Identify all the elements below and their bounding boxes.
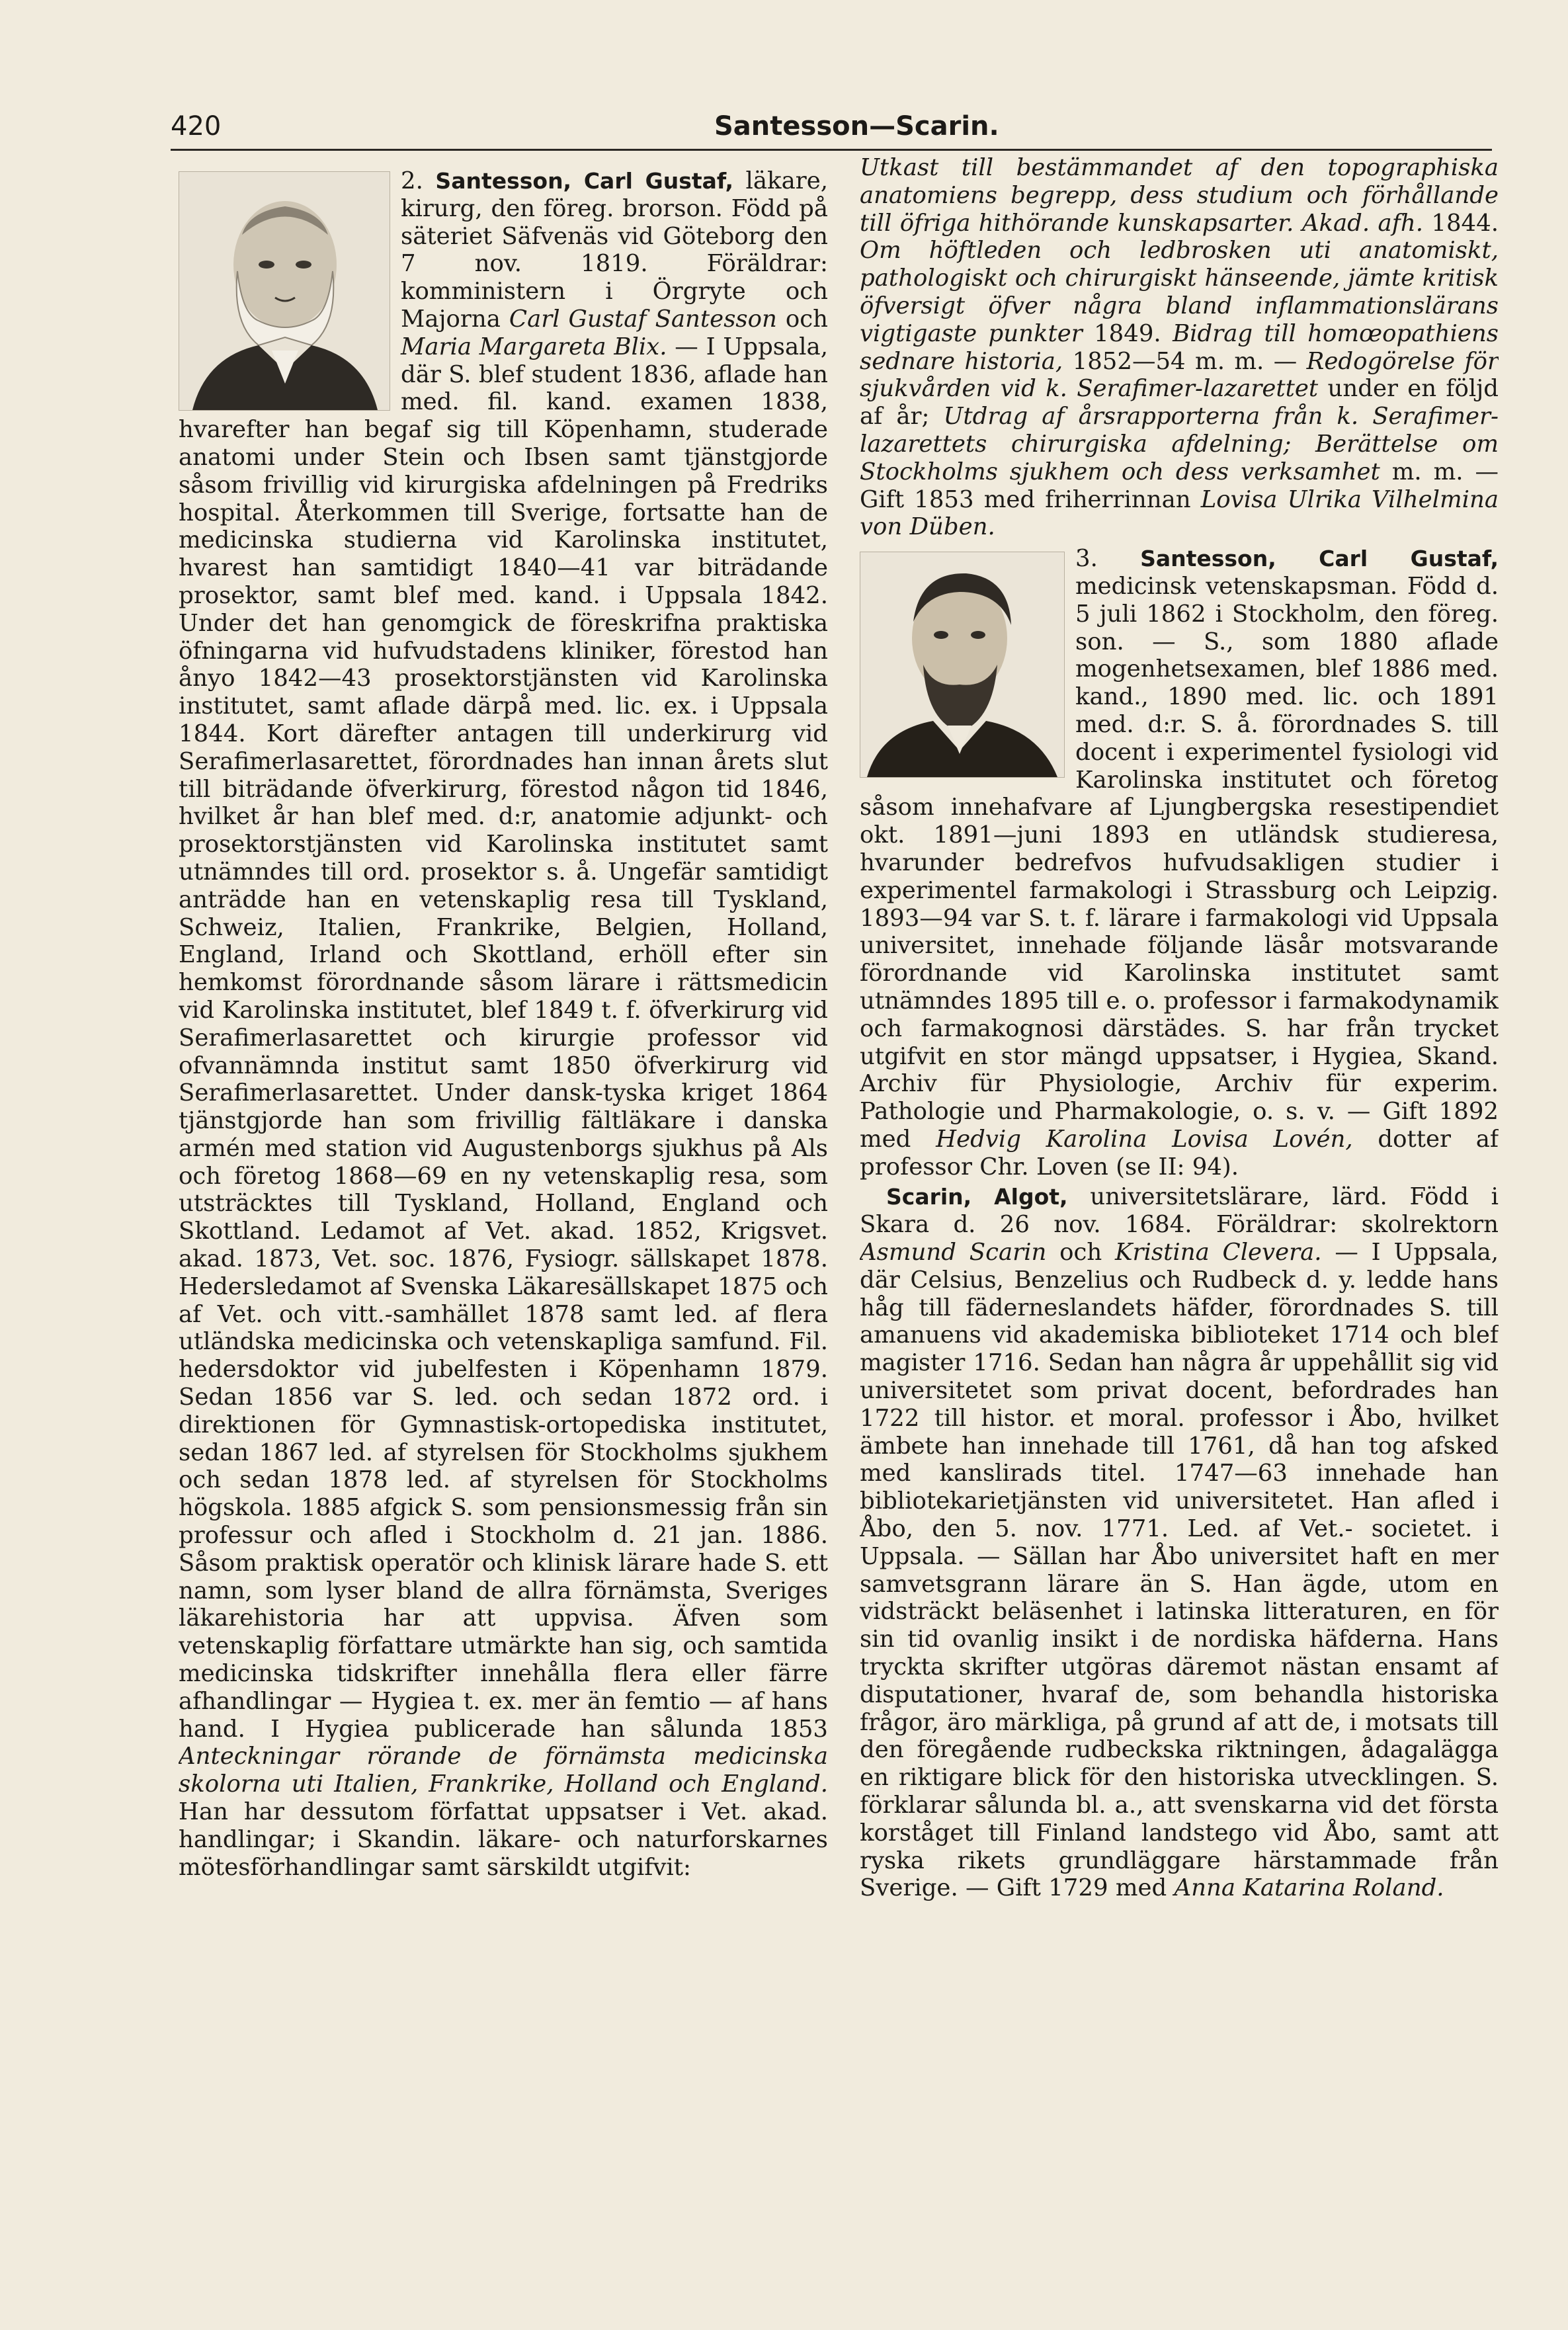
header-rule [171,149,1492,151]
entry-heading: Scarin, Algot, [886,1184,1068,1210]
entry-text: 1852—54 m. m. — [1063,347,1307,375]
entry-text: Han har dessutom författat uppsatser i Vet. akad. handlingar; i Skandin. läkare- och naturforskarnes mötesförhandlingar samt särskildt utgifvit: [179,1798,828,1881]
entry-text: 1849. [1082,319,1173,347]
entry-text: dotter af professor Chr. Loven (se II: 94). [860,1125,1499,1181]
person-name: Hedvig Karolina Lovisa Lovén, [936,1125,1353,1153]
person-name: Asmund Scarin [860,1239,1047,1267]
work-title: Om höftleden och ledbrosken uti anatomiskt, pathologiskt och chirurgiskt hänseende, jämte kritisk öfversigt öfver några bland inflammationslärans vigtigaste punkter [860,237,1499,347]
work-title: Utkast till bestämmandet af den topographiska anatomiens begrepp, dess studium och förhållande till öfriga hithörande kunskapsarter. Akad. afh. [860,154,1499,237]
entry-santesson-2 [179,167,828,1881]
person-name: Anna Katarina Roland. [1174,1874,1444,1902]
entry-santesson-2-continued [860,154,1499,541]
work-title: Anteckningar rörande de förnämsta medicinska skolorna uti Italien, Frankrike, Holland och England. [179,1743,828,1798]
entry-text: universitetslärare, lärd. Född i Skara d. 26 nov. 1684. Föräldrar: skolrektorn [860,1183,1499,1239]
portrait-carl-gustaf-santesson-junior [860,552,1065,778]
entry-text: — I Uppsala, där Celsius, Benzelius och Rudbeck d. y. ledde hans håg till fäderneslandets häfder, förordnades S. till amanuens vid akademiska biblioteket 1714 och blef magister 1716. Sedan han några år uppehållit sig vid universitetet som privat docent, befordrades han 1722 till histor. et moral. professor i Åbo, hvilket ämbete han innehade till 1761, då han tog afsked med kanslirads titel. 1747—63 innehade han bibliotekarietjänsten vid universitetet. Han afled i Åbo, den 5. nov. 1771. Led. af Vet.- societet. i Uppsala. — Sällan har Åbo universitet haft en mer samvetsgrann lärare än S. Han ägde, utom en vidsträckt beläsenhet i latinska litteraturen, en för sin tid ovanlig insikt i de nordiska häfderna. Hans tryckta skrifter utgöras däremot nästan ensamt af disputationer, hvaraf de, som behandla historiska frågor, äro märkliga, på grund af att de, i motsats till den föregående rudbeckska riktningen, ådagalägga en riktigare blick för den historiska utvecklingen. S. förklarar sålunda bl. a., att svenskarna vid det första korståget till Finland landstego vid Åbo, samt att ryska rikets grundläggare härstammade från Sverige. — Gift 1729 med [860,1239,1499,1902]
work-title: Utdrag af årsrapporterna från k. Serafimer-lazarettets chirurgiska afdelning; Berättelse om Stockholms sjukhem och dess verksamhet [860,403,1499,485]
entry-text: under en följd af år; [860,375,1499,431]
left-column [179,167,828,2284]
entry-text: och [1046,1239,1116,1267]
person-name: Carl Gustaf Santesson [509,305,777,333]
portrait-carl-gustaf-santesson-senior [179,171,390,411]
running-head: Santesson—Scarin. [714,111,999,142]
entry-heading: Santesson, Carl Gustaf, [435,168,733,194]
entry-text: — I Uppsala, där S. blef student 1836, aflade han med. fil. kand. examen 1838, hvarefter han begaf sig till Köpenhamn, studerade anatomi under Stein och Ibsen samt tjänstgjorde såsom frivillig vid kirurgiska afdelningen på Fredriks hospital. Återkommen till Sverige, fortsatte han de medicinska studierna vid Karolinska institutet, hvarest han samtidigt 1840—41 var biträdande prosektor, samt blef med. kand. i Uppsala 1842. Under det han genomgick de föreskrifna praktiska öfningarna vid hufvudstadens kliniker, förestod han ånyo 1842—43 prosektorstjänsten vid Karolinska institutet, samt aflade därpå med. lic. ex. i Uppsala 1844. Kort därefter antagen till underkirurg vid Serafimerlasarettet, förordnades han innan årets slut till biträdande öfverkirurg, förestod någon tid 1846, hvilket år han blef med. d:r, anatomie adjunkt- och prosektorstjänsten vid Karolinska institutet samt utnämndes till ord. prosektor s. å. Ungefär samtidigt anträdde han en vetenskaplig resa till Tyskland, Schweiz, Italien, Frankrike, Belgien, Holland, England, Irland och Skottland, erhöll efter sin hemkomst förordnande såsom lärare i rättsmedicin vid Karolinska institutet, blef 1849 t. f. öfverkirurg vid Serafimerlasarettet och kirurgie professor vid ofvannämnda institut samt 1850 öfverkirurg vid Serafimerlasarettet. Under dansk-tyska kriget 1864 tjänstgjorde han som frivillig fältläkare i danska armén med station vid Augustenborgs sjukhus på Als och företog 1868—69 en ny vetenskaplig resa, som utsträcktes till Tyskland, Holland, England och Skottland. Ledamot af Vet. akad. 1852, Krigsvet. akad. 1873, Vet. soc. 1876, Fysiogr. sällskapet 1878. Hedersledamot af Svenska Läkaresällskapet 1875 och af Vet. och vitt.-samhället 1878 samt led. af flera utländska medicinska och vetenskapliga samfund. Fil. hedersdoktor vid jubelfesten i Köpenhamn 1879. Sedan 1856 var S. led. och sedan 1872 ord. i direktionen för Gymnastisk-ortopediska institutet, sedan 1867 led. af styrelsen för Stockholms sjukhem och sedan 1878 led. af styrelsen för Stockholms högskola. 1885 afgick S. som pensionsmessig från sin professur och afled i Stockholm d. 21 jan. 1886. Såsom praktisk operatör och klinisk lärare hade S. ett namn, som lyser bland de allra förnämsta, Sveriges läkarehistoria har att uppvisa. Äfven som vetenskaplig författare utmärkte han sig, och samtida medicinska tidskrifter innehålla flera eller färre afhandlingar — Hygiea t. ex. mer än femtio — af hans hand. I Hygiea publicerade han sålunda 1853 [179,333,828,1743]
entry-text: 1844. [1423,209,1499,237]
work-title: Bidrag till homœopathiens sednare historia, [860,319,1499,375]
entry-santesson-3 [860,545,1499,1181]
entry-scarin [860,1183,1499,1902]
person-name: Lovisa Ulrika Vilhelmina von Düben. [860,485,1499,541]
right-column [860,154,1499,2284]
entry-text: medicinsk vetenskapsman. Född d. 5 juli 1862 i Stockholm, den föreg. son. — S., som 1880 aflade mogenhetsexamen, blef 1886 med. kand., 1890 med. lic. och 1891 med. d:r. S. å. förordnades S. till docent i experimentel fysiologi vid Karolinska institutet och företog såsom innehafvare af Ljungbergska resestipendiet okt. 1891—juni 1893 en utländsk studieresa, hvarunder bedrefvos hufvudsakligen studier i experimentel farmakologi i Strassburg och Leipzig. 1893—94 var S. t. f. lärare i farmakologi vid Uppsala universitet, innehade följande läsår motsvarande förordnande vid Karolinska institutet samt utnämndes 1895 till e. o. professor i farmakodynamik och farmakognosi därstädes. S. har från trycket utgifvit en stor mängd uppsatser, i Hygiea, Skand. Archiv für Physiologie, Archiv für experim. Pathologie und Pharmakologie, o. s. v. — Gift 1892 med [860,572,1499,1153]
entry-number: 2. [401,167,423,194]
entry-text: och [776,305,828,333]
person-name: Maria Margareta Blix. [401,333,667,360]
entry-text: läkare, kirurg, den föreg. brorson. Född på säteriet Säfvenäs vid Göteborg den 7 nov. 1819. Föräldrar: komministern i Örgryte och Majorna [401,167,828,333]
page-number: 420 [171,111,222,142]
entry-number: 3. [1075,545,1098,573]
work-title: Redogörelse för sjukvården vid k. Serafimer-lazarettet [860,347,1499,403]
entry-text: m. m. — Gift 1853 med friherrinnan [860,458,1499,513]
person-name: Kristina Clevera. [1115,1239,1322,1267]
entry-heading: Santesson, Carl Gustaf, [1140,546,1499,572]
